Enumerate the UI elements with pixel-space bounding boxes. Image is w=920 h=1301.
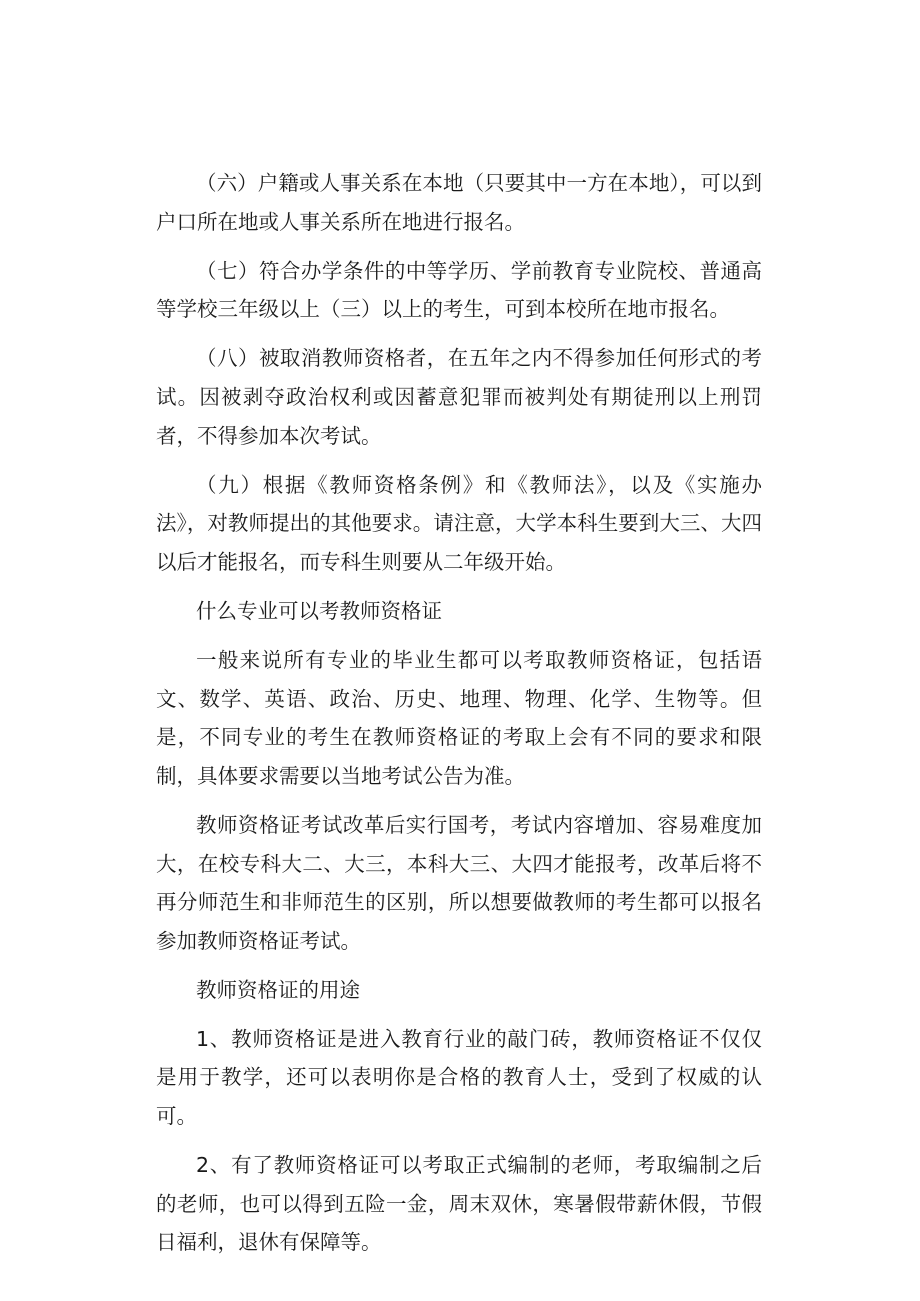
paragraph-majors: 一般来说所有专业的毕业生都可以考取教师资格证，包括语文、数学、英语、政治、历史、地理、物理、化学、生物等。但是，不同专业的考生在教师资格证的考取上会有不同的要求和限制，具体要求需要以当地考试公告为准。 (156, 648, 762, 788)
section-heading-majors: 什么专业可以考教师资格证 (196, 598, 442, 623)
paragraph-reform: 教师资格证考试改革后实行国考，考试内容增加、容易难度加大，在校专科大二、大三，本科大三、大四才能报考，改革后将不再分师范生和非师范生的区别，所以想要做教师的考生都可以报名参加教师资格证考试。 (156, 812, 762, 953)
paragraph-item-8: （八）被取消教师资格者，在五年之内不得参加任何形式的考试。因被剥夺政治权利或因蓄意犯罪而被判处有期徒刑以上刑罚者，不得参加本次考试。 (156, 346, 762, 448)
paragraph-use-2: 2、有了教师资格证可以考取正式编制的老师，考取编制之后的老师，也可以得到五险一金，周末双休，寒暑假带薪休假，节假日福利，退休有保障等。 (156, 1153, 762, 1255)
paragraph-item-9: （九）根据《教师资格条例》和《教师法》，以及《实施办法》，对教师提出的其他要求。请注意，大学本科生要到大三、大四以后才能报名，而专科生则要从二年级开始。 (156, 472, 762, 574)
section-heading-uses: 教师资格证的用途 (196, 977, 360, 1002)
document-body (156, 164, 762, 1272)
paragraph-item-6: （六）户籍或人事关系在本地（只要其中一方在本地），可以到户口所在地或人事关系所在地进行报名。 (156, 171, 762, 234)
paragraph-use-1: 1、教师资格证是进入教育行业的敲门砖，教师资格证不仅仅是用于教学，还可以表明你是合格的教育人士，受到了权威的认可。 (156, 1026, 762, 1129)
paragraph-item-7: （七）符合办学条件的中等学历、学前教育专业院校、普通高等学校三年级以上（三）以上的考生，可到本校所在地市报名。 (156, 258, 762, 322)
